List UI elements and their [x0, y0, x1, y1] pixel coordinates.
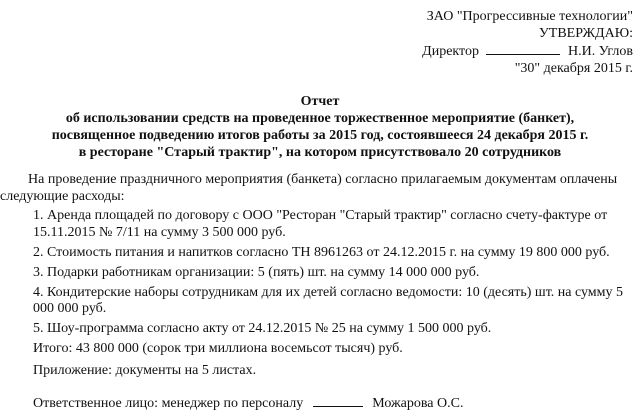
director-position: Директор	[422, 44, 479, 59]
report-title	[0, 93, 640, 161]
expense-item: 4. Кондитерские наборы сотрудникам для их детей согласно ведомости: 10 (десять) шт. на сумму 5 000 000 руб.	[33, 284, 624, 316]
expense-item: 5. Шоу-программа согласно акту от 24.12.2015 № 25 на сумму 1 500 000 руб.	[33, 321, 492, 336]
title-line-4: в ресторане "Старый трактир", на котором присутствовало 20 сотрудников	[78, 145, 562, 160]
appendix-line: Приложение: документы на 5 листах.	[33, 363, 257, 378]
signature-blank	[486, 42, 560, 55]
title-line-2: об использовании средств на проведенное торжественное мероприятие (банкет),	[65, 111, 575, 126]
approval-block	[422, 8, 633, 77]
title-line-1: Отчет	[300, 94, 340, 109]
intro-paragraph: На проведение праздничного мероприятия (банкета) согласно прилагаемым документам оплачены следующие расходы:	[0, 172, 618, 204]
title-line-3: посвященное подведению итогов работы за 2015 год, состоявшееся 24 декабря 2015 г.	[51, 128, 589, 143]
responsible-signature-blank	[313, 394, 363, 407]
company-name: ЗАО "Прогрессивные технологии"	[426, 9, 633, 24]
expense-list	[0, 208, 636, 358]
report-body	[0, 172, 636, 361]
responsible-line	[33, 394, 463, 413]
director-name: Н.И. Углов	[567, 44, 633, 59]
director-line	[422, 42, 633, 60]
responsible-name: Можарова О.С.	[372, 396, 464, 411]
expense-item: 1. Аренда площадей по договору с ООО "Ресторан "Старый трактир" согласно счету-фактуре от 15.11.2015 № 7/11 на сумму 3 500 000 руб.	[33, 208, 608, 240]
responsible-label: Ответственное лицо: менеджер по персоналу	[33, 396, 304, 411]
expense-item: 3. Подарки работникам организации: 5 (пять) шт. на сумму 14 000 000 руб.	[33, 264, 480, 280]
total-line: Итого: 43 800 000 (сорок три миллиона восемьсот тысяч) руб.	[33, 341, 403, 356]
approval-date: "30" декабря 2015 г.	[514, 61, 633, 76]
approve-heading: УТВЕРЖДАЮ:	[538, 26, 633, 41]
expense-item: 2. Стоимость питания и напитков согласно ТН 8961263 от 24.12.2015 г. на сумму 19 800 000 руб.	[33, 244, 610, 260]
